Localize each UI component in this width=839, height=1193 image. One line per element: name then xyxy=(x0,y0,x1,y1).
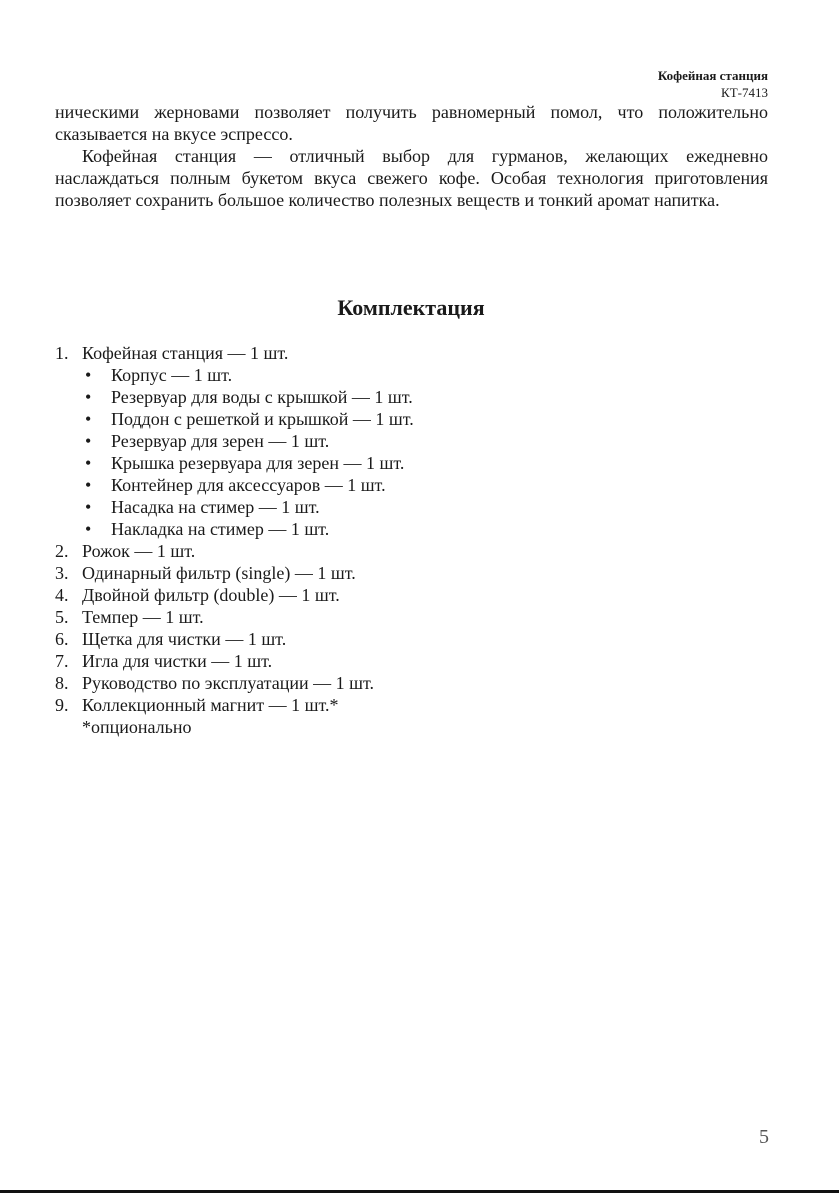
sub-list-item-text: Резервуар для воды с крышкой — 1 шт. xyxy=(111,387,413,407)
footnote-text: *опционально xyxy=(82,717,192,737)
list-item-number: 8. xyxy=(55,673,69,693)
bullet-icon: • xyxy=(85,519,92,539)
intro-paragraph-1: ническими жерновами позволяет получить равномерный помол, что положительно сказывается на вкусе эспрессо. xyxy=(55,102,768,144)
list-item-text: Коллекционный магнит — 1 шт.* xyxy=(82,695,339,715)
sub-list-item-text: Контейнер для аксессуаров — 1 шт. xyxy=(111,475,386,495)
sub-list-item-text: Насадка на стимер — 1 шт. xyxy=(111,497,320,517)
list-item-number: 5. xyxy=(55,607,69,627)
list-item-number: 7. xyxy=(55,651,69,671)
sub-list-item-text: Поддон с решеткой и крышкой — 1 шт. xyxy=(111,409,414,429)
sub-list-item-text: Резервуар для зерен — 1 шт. xyxy=(111,431,330,451)
list-item-number: 2. xyxy=(55,541,69,561)
sub-list-item-text: Корпус — 1 шт. xyxy=(111,365,233,385)
bullet-icon: • xyxy=(85,409,92,429)
list-item-text: Игла для чистки — 1 шт. xyxy=(82,651,273,671)
header-title: Кофейная станция xyxy=(657,68,768,83)
sub-list-item-text: Крышка резервуара для зерен — 1 шт. xyxy=(111,453,405,473)
header-model: КТ-7413 xyxy=(721,85,768,100)
list-item-number: 3. xyxy=(55,563,69,583)
list-item-text: Щетка для чистки — 1 шт. xyxy=(82,629,287,649)
list-item-text: Рожок — 1 шт. xyxy=(82,541,196,561)
list-item-number: 9. xyxy=(55,695,69,715)
intro-text xyxy=(55,101,768,211)
sub-list-item-text: Накладка на стимер — 1 шт. xyxy=(111,519,330,539)
bullet-icon: • xyxy=(85,475,92,495)
section-title: Комплектация xyxy=(337,295,485,320)
bullet-icon: • xyxy=(85,387,92,407)
intro-paragraph-2: Кофейная станция — отличный выбор для гурманов, желающих ежедневно наслаждаться полным букетом вкуса свежего кофе. Особая технология приготовления позволяет сохранить большое количество полезных веществ и тонкий аромат напитка. xyxy=(55,146,768,210)
page-number: 5 xyxy=(759,1126,769,1148)
bullet-icon: • xyxy=(85,365,92,385)
list-item-text: Двойной фильтр (double) — 1 шт. xyxy=(82,585,340,605)
bullet-icon: • xyxy=(85,453,92,473)
list-item-text: Кофейная станция — 1 шт. xyxy=(82,343,289,363)
list-item-number: 1. xyxy=(55,343,69,363)
list-item-text: Темпер — 1 шт. xyxy=(82,607,204,627)
list-item-text: Одинарный фильтр (single) — 1 шт. xyxy=(82,563,356,583)
bullet-icon: • xyxy=(85,497,92,517)
list-item-number: 6. xyxy=(55,629,69,649)
page-header xyxy=(658,67,768,101)
list-item-number: 4. xyxy=(55,585,69,605)
bullet-icon: • xyxy=(85,431,92,451)
list-item-text: Руководство по эксплуатации — 1 шт. xyxy=(82,673,374,693)
